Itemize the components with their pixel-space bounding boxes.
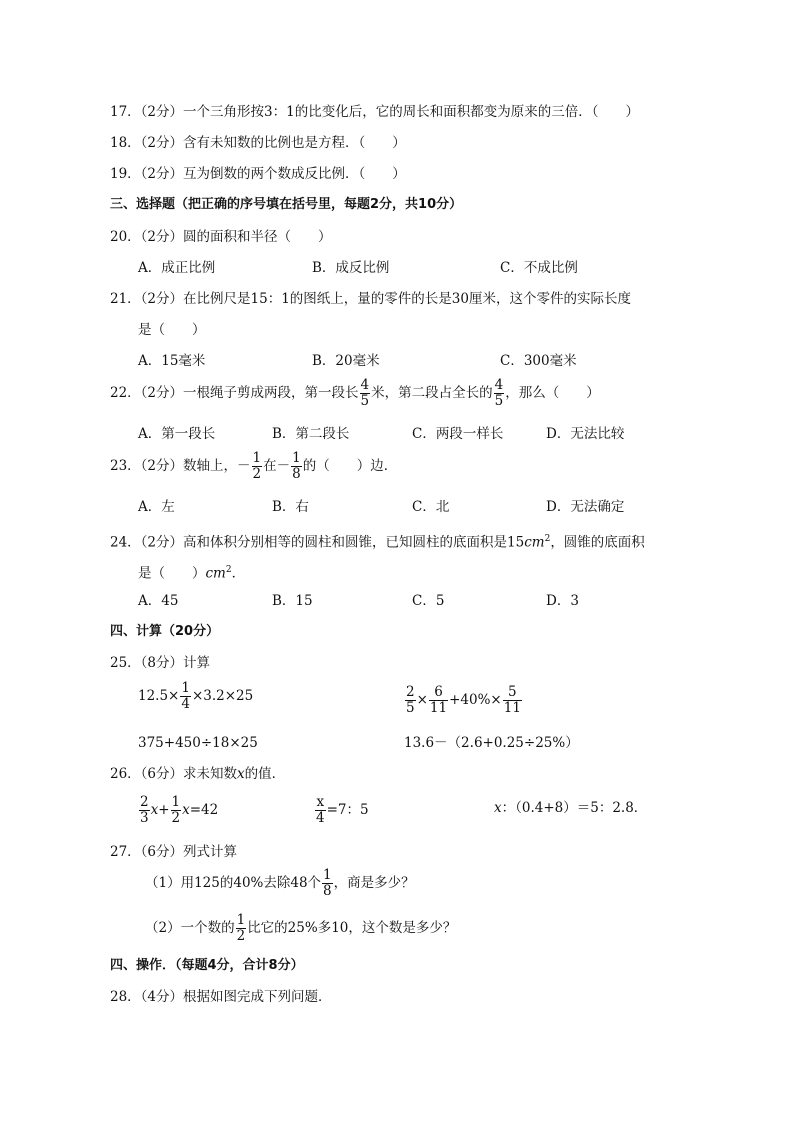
q23-text-pre: 23．（2分）数轴上，－ [110, 458, 251, 474]
q25-expression-2: $\frac{2}{5}$ × $\frac{6}{11}$ +40%× $\frac{5}{11}$ [406, 684, 521, 716]
q22-fraction-2: $\frac{4}{5}$ [494, 377, 504, 409]
q25-e1-fraction: $\frac{1}{4}$ [181, 680, 190, 712]
q22-fraction-1: $\frac{4}{5}$ [360, 377, 370, 409]
q21-option-b: B．20毫米 [312, 353, 380, 369]
q23-text-post: 的（ ）边． [302, 458, 398, 474]
q21-option-a: A．15毫米 [138, 353, 206, 369]
q22-option-d: D．无法比较 [546, 426, 625, 442]
q25-e2-fraction-3: $\frac{5}{11}$ [503, 684, 521, 716]
question-20: 20．（2分）圆的面积和半径（ ） [110, 229, 332, 245]
q22-text-post: ，那么（ ） [505, 385, 600, 401]
q22-option-c: C．两段一样长 [412, 426, 504, 442]
q25-e2-fraction-2: $\frac{6}{11}$ [429, 684, 448, 716]
q25-expression-4: 13.6－（2.6+0.25÷25%） [404, 735, 579, 751]
section-4b-heading: 四、操作．（每题4分，合计8分） [110, 958, 304, 973]
question-17: 17．（2分）一个三角形按3：1的比变化后，它的周长和面积都变为原来的三倍．（ ） [110, 104, 639, 120]
q22-text-pre: 22．（2分）一根绳子剪成两段，第一段长 [110, 385, 359, 401]
question-26: 26．（6分）求未知数x的值． [110, 766, 286, 782]
q22-text-mid: 米，第二段占全长的 [371, 385, 493, 401]
q20-option-b: B．成反比例 [312, 260, 390, 276]
question-24-line1: 24．（2分）高和体积分别相等的圆柱和圆锥，已知圆柱的底面积是$15cm^2$，圆锥的底面积 [110, 534, 645, 551]
q23-text-mid: 在－ [263, 458, 291, 474]
q25-e2-fraction-1: $\frac{2}{5}$ [406, 684, 415, 716]
question-21-line1: 21．（2分）在比例尺是15：1的图纸上，量的零件的长是30厘米，这个零件的实际长度 [110, 291, 631, 307]
q26-equation-1: $\frac{2}{3}$ x+ $\frac{1}{2}$ x=42 [140, 794, 219, 826]
question-21-line2: 是（ ） [138, 322, 206, 338]
q25-expression-3: 375+450÷18×25 [138, 735, 258, 751]
q27-part-2: （2）一个数的 $\frac{1}{2}$ 比它的25%多10，这个数是多少？ [145, 912, 457, 944]
q20-option-c: C．不成比例 [500, 260, 578, 276]
section-4-heading: 四、计算（20分） [110, 624, 220, 639]
q21-option-c: C．300毫米 [500, 353, 577, 369]
question-22 [110, 378, 600, 409]
q23-option-d: D．无法确定 [546, 499, 625, 515]
question-19: 19．（2分）互为倒数的两个数成反比例．（ ） [110, 166, 406, 182]
q24-option-c: C．5 [412, 593, 445, 609]
q22-option-b: B．第二段长 [272, 426, 350, 442]
section-3-heading: 三、选择题（把正确的序号填在括号里，每题2分，共10分） [110, 197, 463, 212]
q23-fraction-1: $\frac{1}{2}$ [252, 450, 262, 482]
q23-option-a: A．左 [138, 499, 175, 515]
q26-equation-2: $\frac{x}{4}$ =7：5 [316, 794, 369, 826]
q23-fraction-2: $\frac{1}{8}$ [292, 450, 301, 482]
question-18: 18．（2分）含有未知数的比例也是方程．（ ） [110, 135, 406, 151]
q24-option-a: A．45 [138, 593, 179, 609]
q27-part-1: （1）用125的40%去除48个 $\frac{1}{8}$ ，商是多少？ [145, 867, 415, 899]
q25-expression-1: 12.5× $\frac{1}{4}$ ×3.2×25 [138, 680, 254, 712]
q22-option-a: A．第一段长 [138, 426, 216, 442]
q24-option-b: B．15 [272, 593, 313, 609]
question-24-line2: 是（ ）$cm^2$． [138, 565, 246, 582]
question-28: 28．（4分）根据如图完成下列问题． [110, 989, 332, 1005]
q20-option-a: A．成正比例 [138, 260, 216, 276]
q26-equation-3: x：（0.4+8）＝5：2.8． [494, 800, 648, 816]
question-23 [110, 451, 397, 482]
q24-option-d: D．3 [546, 593, 579, 609]
q23-option-c: C．北 [412, 499, 450, 515]
q23-option-b: B．右 [272, 499, 309, 515]
question-25: 25．（8分）计算 [110, 655, 211, 671]
question-27: 27．（6分）列式计算 [110, 844, 238, 860]
